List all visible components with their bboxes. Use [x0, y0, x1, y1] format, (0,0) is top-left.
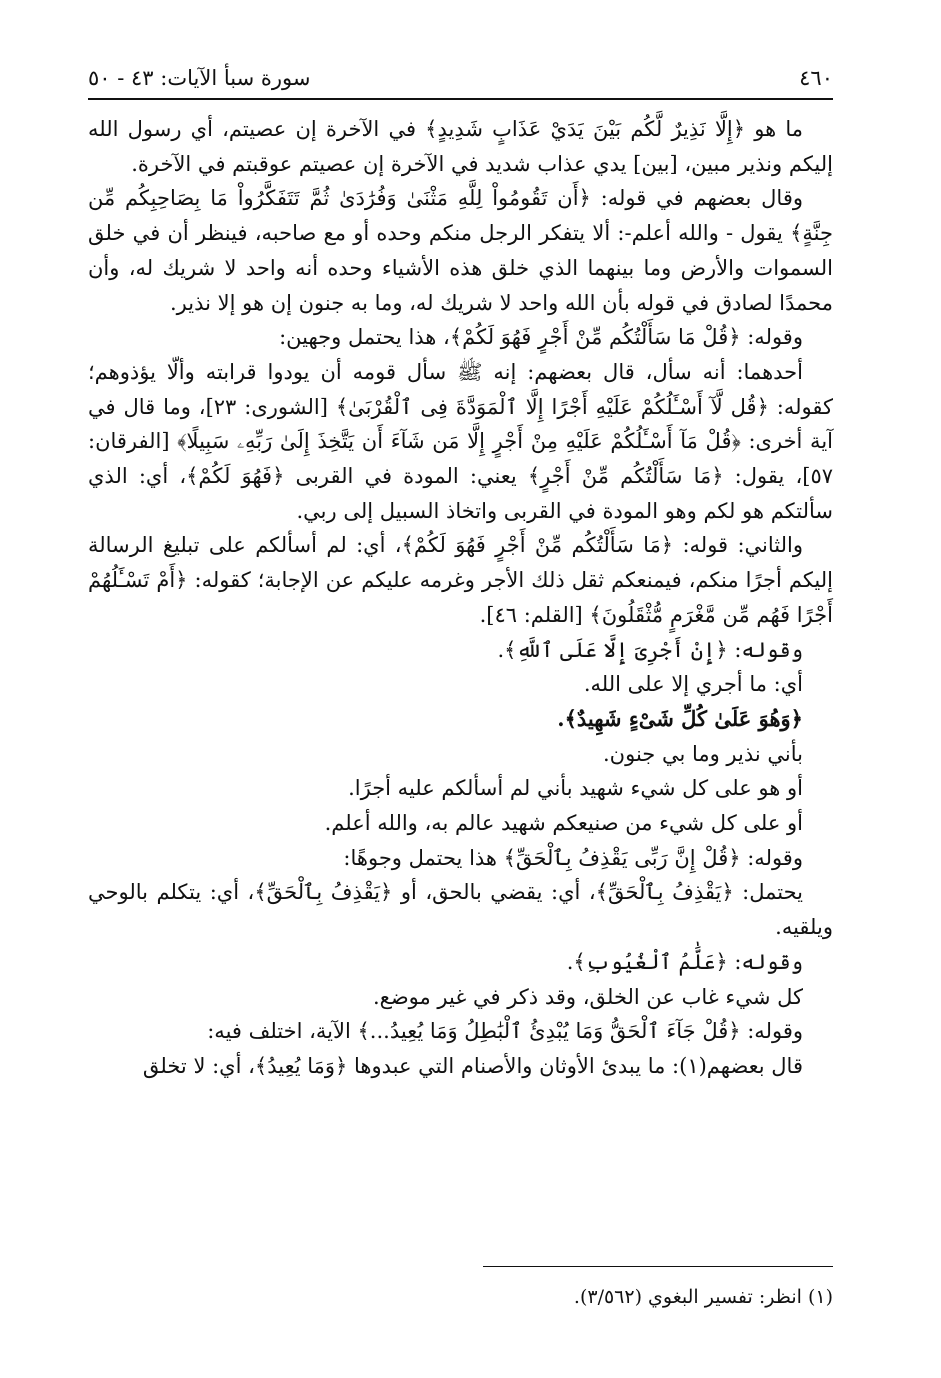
footnote: (١) انظر: تفسير البغوي (٣/٥٦٢).: [573, 1286, 833, 1308]
footnote-divider: [483, 1266, 833, 1267]
paragraph: وقوله: ﴿إِنْ أَجْرِىَ إِلَّا عَلَى ٱللَّهِ﴾.: [497, 637, 803, 662]
running-title: سورة سبأ الآيات: ٤٣ - ٥٠: [88, 66, 311, 90]
quran-verse: ﴿وَهُوَ عَلَىٰ كُلِّ شَىْءٍ شَهِيدٌ﴾.: [557, 705, 803, 731]
main-text: [88, 112, 833, 1084]
paragraph: وقوله: ﴿قُلْ إِنَّ رَبِّى يَقْذِفُ بِٱلْحَقِّ﴾ هذا يحتمل وجوهًا:: [343, 845, 803, 870]
paragraph: والثاني: قوله: ﴿مَا سَأَلْتُكُم مِّنْ أَجْرٍ فَهُوَ لَكُمْ﴾، أي: لم أسألكم على تبليغ الرسالة إليكم أجرًا منكم، فيمنعكم ثقل ذلك الأجر وغرمه عليكم عن الإجابة؛ كقوله: ﴿أَمْ تَسْـَٔلُهُمْ أَجْرًا فَهُم مِّن مَّغْرَمٍ مُّثْقَلُونَ﴾ [القلم: ٤٦].: [88, 533, 833, 627]
paragraph: أحدهما: أنه سأل، قال بعضهم: إنه ﷺ سأل قومه أن يودوا قرابته وألّا يؤذوهم؛ كقوله: ﴿قُل لَّآ أَسْـَٔلُكُمْ عَلَيْهِ أَجْرًا إِلَّا ٱلْمَوَدَّةَ فِى ٱلْقُرْبَىٰ﴾ [الشورى: ٢٣]، وما قال في آية أخرى: ﴿قُلْ مَآ أَسْـَٔلُكُمْ عَلَيْهِ مِنْ أَجْرٍ إِلَّا مَن شَآءَ أَن يَتَّخِذَ إِلَىٰ رَبِّهِۦ سَبِيلًا﴾ [الفرقان: ٥٧]، يقول: ﴿مَا سَأَلْتُكُم مِّنْ أَجْرٍ﴾ يعني: المودة في القربى ﴿فَهُوَ لَكُمْ﴾، أي: الذي سألتكم هو لكم وهو المودة في القربى واتخاذ السبيل إلى ربي.: [88, 359, 833, 523]
paragraph: يحتمل: ﴿يَقْذِفُ بِٱلْحَقِّ﴾، أي: يقضي بالحق، أو ﴿يَقْذِفُ بِٱلْحَقِّ﴾، أي: يتكلم بالوحي ويلقيه.: [88, 880, 833, 940]
page-header: [88, 58, 833, 98]
paragraph: قال بعضهم(١): ما يبدئ الأوثان والأصنام التي عبدوها ﴿وَمَا يُعِيدُ﴾، أي: لا تخلق: [142, 1053, 803, 1078]
paragraph: وقوله: ﴿قُلْ مَا سَأَلْتُكُم مِّنْ أَجْرٍ فَهُوَ لَكُمْ﴾، هذا يحتمل وجهين:: [279, 325, 803, 350]
paragraph: وقال بعضهم في قوله: ﴿أَن تَقُومُواْ لِلَّهِ مَثْنَىٰ وَفُرَٰدَىٰ ثُمَّ تَتَفَكَّرُواْ مَا بِصَاحِبِكُم مِّن جِنَّةٍ﴾ يقول - والله أعلم-: ألا يتفكر الرجل منكم وحده أو مع صاحبه، فينظر أن في خلق السموات والأرض وما بينهما الذي خلق هذه الأشياء وحده أنه واحد لا شريك له، وأن محمدًا لصادق في قوله بأن الله واحد لا شريك له، وما به جنون إن هو إلا نذير.: [88, 186, 833, 315]
paragraph: أو على كل شيء من صنيعكم شهيد عالم به، والله أعلم.: [324, 811, 803, 836]
header-divider: [88, 98, 833, 100]
paragraph: وقوله: ﴿قُلْ جَآءَ ٱلْحَقُّ وَمَا يُبْدِئُ ٱلْبَٰطِلُ وَمَا يُعِيدُ...﴾ الآية، اختلف فيه:: [207, 1019, 803, 1044]
paragraph: أي: ما أجري إلا على الله.: [583, 672, 803, 697]
page-number: ٤٦٠: [799, 66, 833, 90]
paragraph: بأني نذير وما بي جنون.: [603, 741, 803, 766]
paragraph: كل شيء غاب عن الخلق، وقد ذكر في غير موضع.: [372, 984, 803, 1009]
paragraph: ما هو ﴿إِلَّا نَذِيرٌ لَّكُم بَيْنَ يَدَيْ عَذَابٍ شَدِيدٍ﴾ في الآخرة إن عصيتم، أي رسول الله إليكم ونذير مبين، [بين] يدي عذاب شديد في الآخرة إن عصيتم عوقبتم في الآخرة.: [88, 117, 833, 176]
paragraph: أو هو على كل شيء شهيد بأني لم أسألكم عليه أجرًا.: [348, 776, 803, 801]
paragraph: وقوله: ﴿عَلَّٰمُ ٱلْغُيُوبِ﴾.: [566, 949, 803, 974]
